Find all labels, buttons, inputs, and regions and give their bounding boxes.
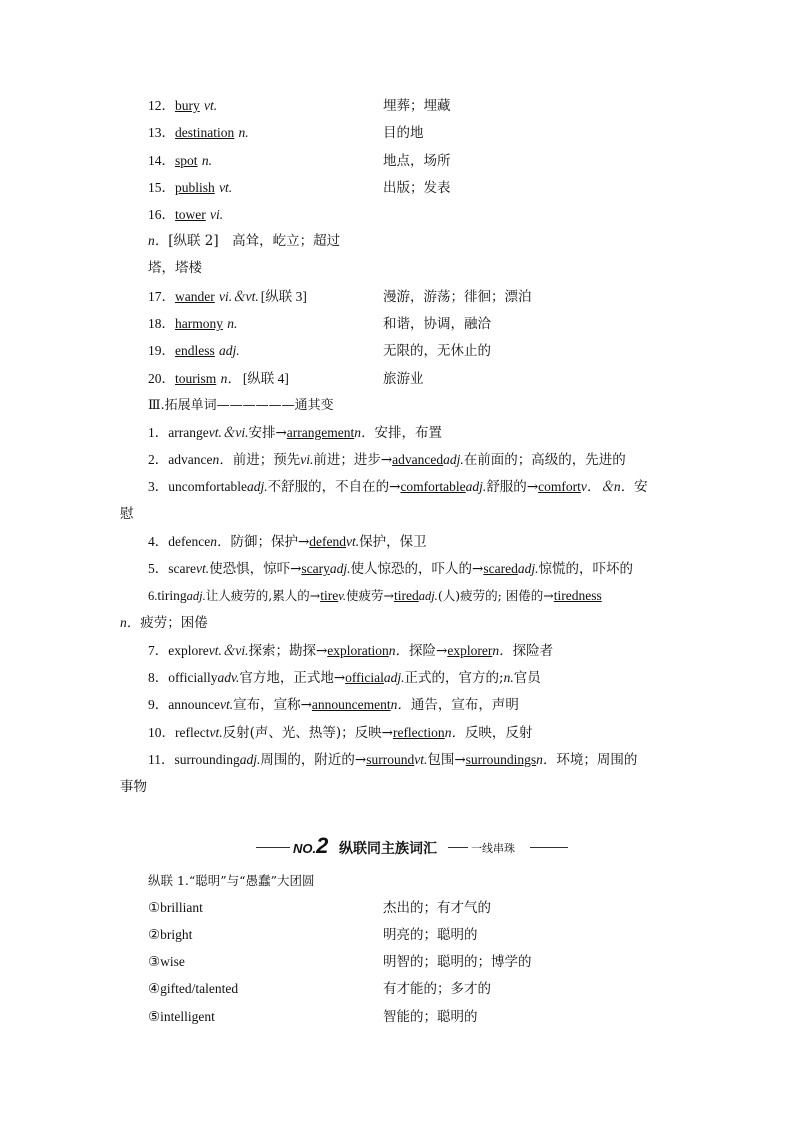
no-number: 2 [316, 833, 329, 858]
arrow-icon: → [380, 452, 393, 468]
meaning: 环境；周围的 [556, 752, 638, 768]
meaning: 目的地 [383, 125, 424, 141]
extended-item-2 [148, 451, 626, 469]
item-number: 6. [148, 589, 158, 603]
extended-item-6 [148, 587, 602, 605]
word: tiring [157, 588, 187, 603]
meaning: 疲劳；困倦 [140, 615, 208, 631]
extended-item-8 [148, 669, 541, 687]
pos-label: vt. [219, 180, 233, 195]
item-number: 11． [148, 752, 175, 767]
pos-label: adj. [418, 589, 438, 603]
answer-word: exploration [327, 643, 389, 658]
extended-item-6-cont [120, 614, 208, 632]
word: uncomfortable [168, 479, 247, 494]
word: scare [168, 561, 196, 576]
meaning: 不舒服的，不自在的 [267, 479, 390, 495]
item-number: 5． [148, 561, 169, 576]
group-title: 纵联 1.“聪明”与“愚蠢”大团圆 [148, 873, 315, 888]
vocab-row [148, 179, 232, 197]
pos-label: vt. [204, 98, 218, 113]
word: announce [168, 697, 220, 712]
pos-label: n． [388, 643, 410, 658]
tower-noun-line [148, 232, 340, 250]
meaning: 安排 [248, 425, 276, 441]
pos-label: n． [148, 233, 169, 248]
item-number: 14． [148, 153, 175, 168]
word: reflect [175, 725, 210, 740]
meaning: 地点，场所 [383, 153, 451, 169]
pos-label: n． [536, 752, 557, 767]
pos-label: n. [201, 153, 212, 168]
pos-label: n． [492, 643, 513, 658]
item-number: 13． [148, 125, 175, 140]
group-meaning: 明亮的；聪明的 [383, 927, 478, 943]
meaning: 安 [634, 479, 648, 495]
pos-label: adj. [383, 670, 405, 685]
pos-label: v. [338, 589, 346, 603]
answer-word: official [345, 670, 384, 685]
pos-label: n. [227, 316, 238, 331]
meaning: 探险 [409, 643, 437, 659]
answer-word: tower [175, 207, 206, 222]
tower-noun-meaning: [纵联 2] 高耸，屹立；超过 [168, 233, 341, 249]
meaning: 安排，布置 [374, 425, 442, 441]
vocab-row [148, 124, 249, 142]
pos-label: n． [444, 725, 465, 740]
arrow-icon: → [472, 561, 484, 577]
no-label: NO. [293, 841, 317, 856]
arrow-icon: → [354, 752, 367, 768]
answer-word: explorer [447, 643, 493, 658]
meaning: 漫游，游荡；徘徊；漂泊 [383, 289, 532, 305]
word: explore [168, 643, 209, 658]
answer-word: scary [301, 561, 330, 576]
word: advance [168, 452, 213, 467]
meaning: 官员 [513, 670, 541, 686]
arrow-icon: → [436, 643, 448, 659]
pos-label: n． [220, 371, 241, 386]
answer-word: wander [175, 289, 215, 304]
extended-item-3-cont [120, 505, 134, 523]
arrow-icon: → [454, 752, 466, 768]
item-number: 4． [148, 534, 169, 549]
group-meaning: 杰出的；有才气的 [383, 900, 491, 916]
group-word: ②bright [148, 927, 193, 942]
vocab-row [148, 342, 240, 360]
meaning: 周围的，附近的 [260, 752, 355, 768]
section2-title: 纵联同主族词汇 [339, 841, 437, 857]
item-number: 16． [148, 207, 175, 222]
answer-word: publish [175, 180, 215, 195]
answer-word: scared [483, 561, 518, 576]
extended-item-11 [148, 751, 637, 769]
meaning: 让人疲劳的,累人的 [205, 588, 310, 603]
arrow-icon: → [309, 588, 321, 603]
meaning: 宣布，宣称 [233, 697, 301, 713]
item-number: 3． [148, 479, 169, 494]
vocab-row [148, 288, 307, 306]
answer-word: surround [366, 752, 415, 767]
word: officially [168, 670, 218, 685]
meaning: (人)疲劳的; 困倦的 [437, 588, 544, 603]
answer-word: defend [309, 534, 347, 549]
item-number: 12． [148, 98, 175, 113]
meaning: 在前面的；高级的，先进的 [463, 452, 626, 468]
pos-label: vt. [209, 725, 223, 740]
pos-label: n． [212, 452, 233, 467]
pos-label: adj. [465, 479, 487, 494]
tower-noun-line-2 [148, 259, 202, 277]
section-number [293, 833, 328, 859]
extended-item-3 [148, 478, 648, 496]
extended-item-5 [148, 560, 633, 578]
pos-label: adj. [239, 752, 261, 767]
pos-label: v．＆n． [580, 479, 635, 494]
meaning: 事物 [120, 779, 147, 795]
meaning: 埋葬；埋藏 [383, 98, 451, 114]
answer-word: announcement [311, 697, 391, 712]
item-number: 19． [148, 343, 175, 358]
pos-label: n. [238, 125, 249, 140]
section2-subtitle: 一线串珠 [471, 842, 515, 855]
item-number: 7． [148, 643, 169, 658]
item-number: 15． [148, 180, 175, 195]
vocab-row [148, 97, 217, 115]
answer-word: surroundings [465, 752, 537, 767]
meaning: 使疲劳 [345, 588, 384, 603]
meaning: 使人惊恐的，吓人的 [350, 561, 473, 577]
arrow-icon: → [297, 534, 310, 550]
pos-label: n． [390, 697, 411, 712]
extended-item-10 [148, 724, 532, 742]
answer-word: tire [320, 588, 339, 603]
group-meaning: 有才能的；多才的 [383, 981, 491, 997]
meaning: 前进；进步 [313, 452, 381, 468]
answer-word: tiredness [553, 588, 602, 603]
item-number: 9． [148, 697, 169, 712]
answer-word: endless [175, 343, 215, 358]
pos-label: vt.＆vi. [208, 643, 249, 658]
arrow-icon: → [275, 425, 287, 441]
pos-label: adj. [329, 561, 351, 576]
answer-word: tourism [175, 371, 217, 386]
group-meaning: 智能的；聪明的 [383, 1009, 478, 1025]
extended-item-4 [148, 533, 427, 551]
meaning: 保护，保卫 [359, 534, 427, 550]
arrow-icon: → [300, 697, 312, 713]
pos-label: adj. [443, 452, 464, 467]
pos-label: adj. [246, 479, 268, 494]
pos-label: n． [120, 615, 141, 630]
answer-word: destination [175, 125, 235, 140]
pos-label: n. [503, 670, 514, 685]
meaning: 探险者 [512, 643, 554, 659]
meaning: 前进；预先 [232, 452, 301, 468]
group-word: ⑤intelligent [148, 1009, 215, 1024]
pos-label: adj. [517, 561, 539, 576]
pos-label: n． [210, 534, 231, 549]
item-number: 8． [148, 670, 169, 685]
arrow-icon: → [290, 561, 302, 577]
cross-ref: [纵联 3] [260, 289, 307, 304]
answer-word: comfortable [400, 479, 466, 494]
word: arrange [168, 425, 209, 440]
tower-noun-meaning-2: 塔，塔楼 [148, 260, 202, 276]
pos-label: vt. [219, 697, 234, 712]
arrow-icon: → [526, 479, 539, 495]
answer-word: advanced [392, 452, 444, 467]
answer-word: arrangement [286, 425, 355, 440]
pos-label: vt. [414, 752, 428, 767]
meaning: 舒服的 [486, 479, 527, 495]
vocab-row [148, 206, 223, 224]
pos-label: vt. [195, 561, 210, 576]
meaning: 惊慌的，吓坏的 [538, 561, 633, 577]
meaning: 出版；发表 [383, 180, 451, 196]
arrow-icon: → [333, 670, 346, 686]
answer-word: harmony [175, 316, 223, 331]
item-number: 2． [148, 452, 169, 467]
group-word: ①brilliant [148, 900, 203, 915]
extended-item-1 [148, 424, 442, 442]
meaning: 官方地，正式地 [239, 670, 334, 686]
answer-word: tired [393, 588, 419, 603]
meaning: 探索；勘探 [248, 643, 316, 659]
arrow-icon: → [381, 725, 393, 741]
header-rule-right [530, 847, 568, 848]
answer-word: reflection [392, 725, 445, 740]
extended-item-9 [148, 696, 519, 714]
meaning: 慰 [120, 506, 134, 522]
arrow-icon: → [389, 479, 401, 495]
meaning: 反映，反射 [464, 725, 533, 741]
group-word: ④gifted/talented [148, 981, 239, 996]
answer-word: comfort [538, 479, 581, 494]
vocab-row [148, 152, 212, 170]
arrow-icon: → [383, 588, 394, 603]
item-number: 17． [148, 289, 175, 304]
vocab-row [148, 315, 237, 333]
item-number: 18． [148, 316, 175, 331]
meaning: 通告，宣布，声明 [410, 697, 519, 713]
meaning: 旅游业 [383, 371, 424, 387]
arrow-icon: → [543, 588, 554, 603]
meaning: 和谐，协调，融洽 [383, 316, 491, 332]
meaning: 使恐惧，惊吓 [209, 561, 291, 577]
vocab-row [148, 370, 289, 388]
group-meaning: 明智的；聪明的；博学的 [383, 954, 532, 970]
pos-label: vi.＆vt. [219, 289, 259, 304]
word: defence [168, 534, 211, 549]
pos-label: adj. [219, 343, 240, 358]
header-rule-left [256, 847, 290, 848]
extended-item-11-cont [120, 778, 147, 796]
pos-label: vi. [210, 207, 224, 222]
pos-label: n． [354, 425, 375, 440]
header-rule-mid [448, 847, 468, 848]
extended-item-7 [148, 642, 553, 660]
meaning: 正式的，官方的; [404, 670, 504, 686]
item-number: 10． [148, 725, 175, 740]
item-number: 1． [148, 425, 169, 440]
meaning: 反射(声、光、热等)；反映 [222, 725, 382, 741]
meaning: 防御；保护 [230, 534, 298, 550]
meaning: 包围 [427, 752, 455, 768]
item-number: 20． [148, 371, 175, 386]
arrow-icon: → [315, 643, 328, 659]
pos-label: vt. [346, 534, 360, 549]
section3-title: Ⅲ.拓展单词——————通其变 [148, 398, 334, 413]
answer-word: bury [175, 98, 200, 113]
cross-ref: [纵联 4] [242, 371, 289, 386]
pos-label: vi. [300, 452, 314, 467]
pos-label: adv. [217, 670, 240, 685]
word: surrounding [174, 752, 240, 767]
answer-word: spot [175, 153, 198, 168]
pos-label: adj. [186, 589, 206, 603]
group-word: ③wise [148, 954, 185, 969]
meaning: 无限的，无休止的 [383, 343, 491, 359]
pos-label: vt.＆vi. [208, 425, 249, 440]
